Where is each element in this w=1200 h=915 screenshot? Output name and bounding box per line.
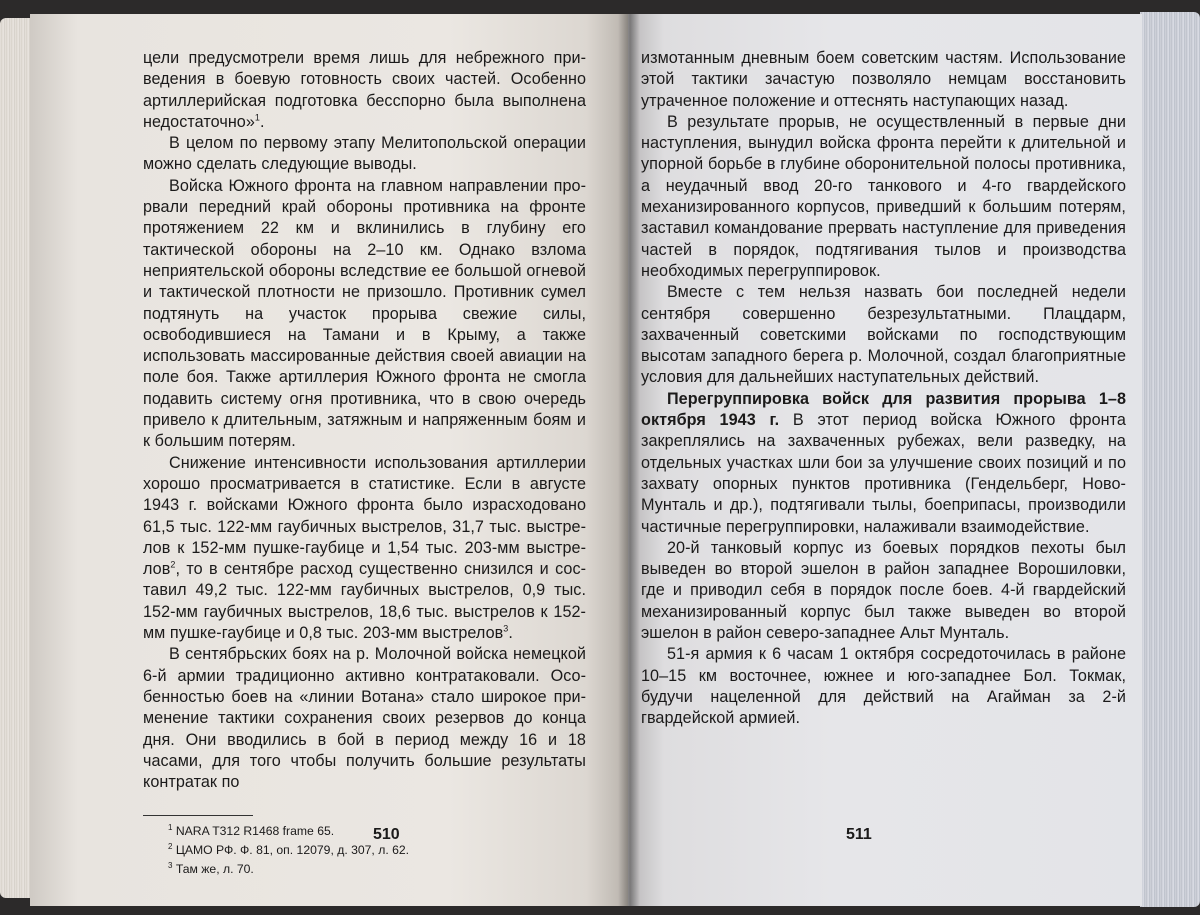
page-number-left: 510: [373, 826, 400, 843]
footnote-rule: [143, 815, 253, 822]
book-gutter: [618, 14, 640, 906]
paragraph: Войска Южного фронта на главном направлении прорвали передний край обороны противника на фронте протяжением 22 км и вклинились в глубину его тактической обороны на 2–10 км. Однако взлома неприятельской обороны вследствие ее большой огневой и тактической плотности не призошло. Противник сумел подтянуть на участок прорыва свежие силы, освободившиеся на Тамани и в Крыму, а также использовать массированные действия своей авиации на поле боя. Также артиллерия Южного фронта не смогла подавить систему огня противника, что в свою очередь привело к длительным, затяжным и напряженным боям и к большим потерям.: [143, 176, 586, 451]
footnote: $^1$ NARA T312 R1468 frame 65.: [168, 823, 335, 839]
page-stack-right-edge: [1140, 12, 1200, 907]
paragraph: цели предусмотрели время лишь для небрежного приведения в боевую готовность своих частей. Особенно артиллерийская подготовка бесспорно была выполнена недостаточно»$^1$.: [143, 49, 586, 131]
paragraph: В целом по первому этапу Мелитопольской операции можно сделать следующие выводы.: [143, 134, 586, 174]
paragraph: измотанным дневным боем советским частям. Использование этой тактики зачастую позволяло немцам восстановить утраченное положение и оттеснять наступающих назад.: [641, 49, 1126, 110]
paragraph: В сентябрьских боях на р. Молочной войска немецкой 6-й армии традиционно активно контратаковали. Особенностью боев на «линии Вотана» стало широкое применение тактики сохранения своих резервов до конца дня. Они вводились в бой в период между 16 и 18 часами, для того чтобы получить большие результаты контратак по: [143, 645, 586, 792]
paragraph: В результате прорыв, не осуществленный в первые дни наступления, вынудил войска фронта перейти к длительной и упорной борьбе в глубине оборонительной полосы противника, а неудачный ввод 20-го танкового и 4-го гвардейского механизированного корпусов, приведший к большим потерям, заставил командование прервать наступление для приведения частей в порядок, подтягивания тылов и производства необходимых перегруппировок.: [641, 112, 1126, 280]
footnotes: [143, 815, 586, 879]
page-number-right: 511: [846, 826, 872, 843]
footnote: $^3$ Там же, л. 70.: [168, 861, 254, 877]
paragraph: 20-й танковый корпус из боевых порядков пехоты был выведен во второй эшелон в район западнее Ворошиловки, где и приводил себя в порядок после боев. 4-й гвардейский механизированный корпус был также выведен во второй эшелон в район северо-западнее Альт Мунталь.: [641, 538, 1126, 643]
paragraph: Вместе с тем нельзя назвать бои последней недели сентября совершенно безрезультатными. Плацдарм, захваченный советскими войсками по господствующим высотам западного берега р. Молочной, создал благоприятные условия для дальнейших наступательных действий.: [641, 283, 1126, 387]
footnote: $^2$ ЦАМО РФ. Ф. 81, оп. 12079, д. 307, л. 62.: [168, 842, 410, 858]
left-page: [30, 14, 628, 906]
left-page-body: [143, 48, 586, 793]
section-heading-paragraph: Перегруппировка войск для развития прорыва 1–8 октября 1943 г. В этот период войска Южного фронта закреплялись на захваченных рубежах, вели разведку, на отдельных участках шли бои за улучшение своих позиций и по захвату опорных пунктов противника (Гендельберг, Ново-Мунталь и др.), подтягивали тылы, боеприпасы, производили частичные перегруппировки, налаживали взаимодействие.: [641, 389, 1126, 536]
paragraph: 51-я армия к 6 часам 1 октября сосредоточилась в районе 10–15 км восточнее, южнее и юго-западнее Бол. Токмак, будучи нацеленной для действий на Агайман за 2-й гвардейской армией.: [641, 645, 1126, 728]
paragraph: Снижение интенсивности использования артиллерии хорошо просматривается в статистике. Если в августе 1943 г. войсками Южного фронта было израсходовано 61,5 тыс. 122-мм гаубичных выстрелов, 31,7 тыс. выстрелов к 152-мм пушке-гаубице и 1,54 тыс. 203-мм выстрелов$^2$, то в сентябре расход существенно снизился и составил 49,2 тыс. 122-мм гаубичных выстрелов, 0,9 тыс. 152-мм гаубичных выстрелов, 18,6 тыс. выстрелов к 152-мм пушке-гаубице и 0,8 тыс. 203-мм выстрелов$^3$.: [143, 453, 586, 643]
right-page: [628, 14, 1142, 906]
right-page-body: [641, 48, 1126, 730]
